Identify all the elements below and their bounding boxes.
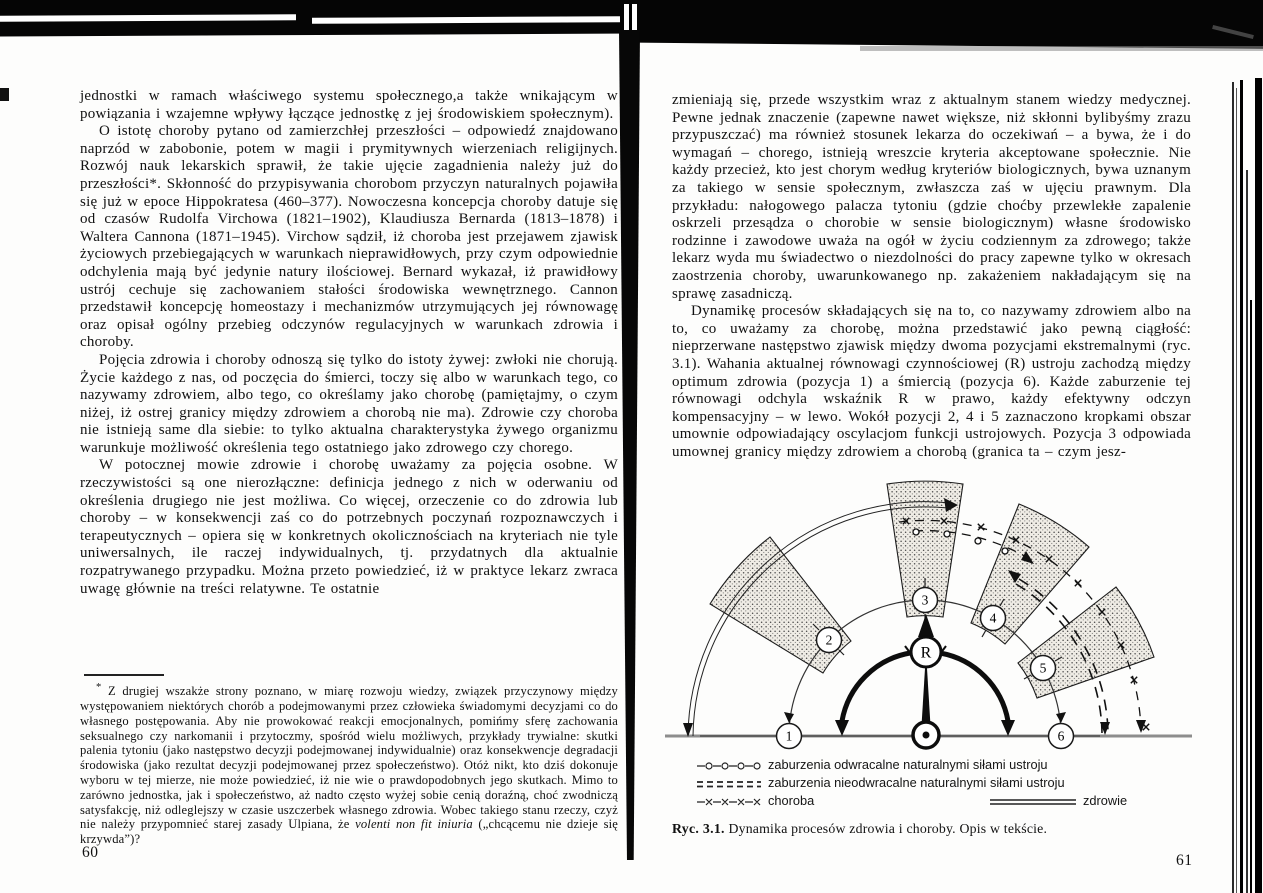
footnote-text: Z drugiej wszakże strony poznano, w miarę rozwoju wiedzy, związek przyczynowy między występowaniem niektórych chorób a podejmowanymi przez człowieka świadomymi decyzjami co do własnego postępowania. Aby nie prowokować reakcji emocjonalnych, pomińmy sferę zachowania seksualnego czy narkomanii i przytoczmy, spośród wielu możliwych, przykłady trywialne: skutki palenia tytoniu (jako następstwo decyzji podejmowanej indywidualnie) oraz konsekwencje degradacji środowiska (jako rezultat decyzji podejmowanej przez społeczeństwo). Otóż nikt, kto dziś dokonuje wyboru w tej mierze, nie może powiedzieć, iż nie wie o prawdopodobnych jego skutkach. Mimo to zarówno jednostka, jak i społeczeństwo, aż nadto często wyżej sobie cenią doraźną, choć zwodniczą satysfakcję, niż odleglejszy w czasie uszczerbek własnego zdrowia. Wobec takiego stanu rzeczy, czyż nie należy przypomnieć starej zasady Ulpiana, że	[80, 684, 618, 832]
node-3: 3	[921, 592, 929, 608]
page-number-60: 60	[82, 844, 99, 861]
legend-row-irreversible	[697, 774, 1197, 792]
right-page-text-column	[672, 92, 1191, 461]
footnote-latin-phrase: volenti non fit iniuria	[355, 817, 473, 832]
legend-row-health	[990, 792, 1127, 811]
paragraph: W potocznej mowie zdrowie i chorobę uważamy za pojęcia osobne. W rzeczywistości są one nierozłączne: definicja jednego z nich w oderwaniu od określenia drugiego nie jest możliwa. Co więcej, orzeczenie co do zdrowia lub choroby – w konsekwencji zaś co do potrzebnych poczynań rozpoznawczych i terapeutycznych – opiera się w konkretnych okolicznościach na kryteriach nie tyle uniwersalnych, ile raczej indywidualnych, tj. przydatnych dla aktualnie rozpatrywanego przypadku. Można przeto powiedzieć, iż w praktyce lekarz zwraca uwagę głównie na treści relatywne. Te ostatnie	[80, 457, 618, 597]
page-edge-line	[1240, 80, 1243, 893]
figure-caption	[672, 821, 1192, 837]
page-edge-line	[1250, 300, 1252, 893]
legend-row-reversible	[697, 756, 1197, 774]
pivot-dot	[923, 732, 930, 739]
node-6: 6	[1057, 728, 1065, 744]
scan-top-band-right	[637, 0, 1263, 52]
footnote-text-end: („chcącemu nie dzieje się krzywda”)?	[80, 817, 619, 847]
o-dashed-line-icon	[697, 761, 761, 771]
book-spine-shadow	[619, 30, 640, 860]
figure-legend	[697, 756, 1197, 810]
footnote-marker: *	[96, 682, 102, 693]
pointer-r-label: R	[920, 644, 932, 662]
needle-arrowhead-up	[918, 614, 934, 637]
page-edge-line	[1236, 88, 1237, 893]
paragraph: Pojęcia zdrowia i choroby odnoszą się tylko do istoty żywej: zwłoki nie chorują. Życie każdego z nas, od poczęcia do śmierci, toczy się albo w warunkach tego, co nazywamy zdrowiem, albo tego, co określamy jako chorobę (pamiętajmy, o czym niżej, iż ostrej granicy między zdrowiem a chorobą nie ma). Zdrowie czy choroba nie istnieją same dla siebie: to tylko aktualna charakterystyka żywego organizmu warunkuje możliwość określenia tego ostatniego jako zdrowego czy chorego.	[80, 351, 618, 456]
page-edge-line	[1255, 78, 1262, 893]
arrowhead-down	[784, 712, 794, 723]
scan-artifact	[0, 88, 9, 101]
page-edge-line	[1246, 170, 1248, 893]
caption-text: Dynamika procesów zdrowia i choroby. Opis w tekście.	[724, 821, 1048, 836]
footnote-rule	[84, 674, 164, 676]
arrowhead-down	[1001, 720, 1015, 736]
left-page-text-column	[80, 88, 618, 598]
page-number-61: 61	[1176, 852, 1193, 869]
footnote	[80, 681, 618, 847]
caption-number: Ryc. 3.1.	[672, 821, 725, 836]
paragraph: O istotę choroby pytano od zamierzchłej przeszłości – odpowiedź znajdowano naprzód w zabobonie, potem w magii i prymitywnych wierzeniach religijnych. Rozwój nauk lekarskich sprawił, że takie ujęcie zagadnienia należy już do przeszłości*. Skłonność do przypisywania chorobom przyczyn naturalnych pojawiła się już w epoce Hippokratesa (460–377). Nowoczesna koncepcja choroby datuje się od czasów Rudolfa Virchowa (1821–1902), Klaudiusza Bernarda (1813–1878) i Waltera Cannona (1871–1945). Virchow sądził, iż choroba jest przejawem zjawisk życiowych przebiegających w warunkach nieprawidłowych, przy czym odpowiednie odchylenia mają być jedynie natury ilościowej. Bernard wykazał, iż prawidłowy ustrój cechuje się zachowaniem stałości środowiska wewnętrznego. Cannon przedstawił koncepcję homeostazy i mechanizmów utrzymujących jej równowagę oraz opisał ogólny przebieg odczynów regulacyjnych w warunkach zdrowia i choroby.	[80, 123, 618, 351]
arrowhead-down	[835, 720, 849, 736]
legend-label: zaburzenia nieodwracalne naturalnymi siłami ustroju	[768, 775, 1065, 790]
paragraph: Dynamikę procesów składających się na to, co nazywamy zdrowiem albo na to, co uważamy za chorobę, można przedstawić jako pewną ciągłość: nieprzerwane następstwo zjawisk między dwoma pozycjami ekstremalnymi (ryc. 3.1). Wahania aktualnej równowagi czynnościowej (R) ustroju zachodzą między optimum zdrowia (pozycja 1) a śmiercią (pozycja 6). Każde zaburzenie tej równowagi odchyla wskaźnik R w prawo, każdy efektywny odczyn kompensacyjny – w lewo. Wokół pozycji 2, 4 i 5 zaznaczono kropkami obszar umownie odpowiadający oscylacjom funkcji ustrojowych. Pozycja 3 odpowiada umownej granicy między zdrowiem a chorobą (granica ta – czym jesz-	[672, 303, 1191, 460]
legend-row-disease	[697, 792, 1197, 810]
paragraph: zmieniają się, przede wszystkim wraz z aktualnym stanem wiedzy medycznej. Pewne jednak znaczenie (zapewne nawet większe, niż skłonni bylibyśmy zrazu przypuszczać) ma również stosunek lekarza do oczekiwań – a bywa, że i do wymagań – chorego, istnieją wreszcie kryteria akceptowane społecznie. Nie każdy przecież, kto jest chorym według kryteriów biologicznych, bywa uznanym za takiego w sensie społecznym, zwłaszcza zaś w ujęciu prawnym. Dla przykładu: nałogowego palacza tytoniu (gdzie choćby przewlekłe zapalenie oskrzeli przesądza o chorobie w sensie biologicznym) własne środowisko rodzinne i zawodowe uważa na ogół w życiu codziennym za zdrowego; także lekarz wyda mu świadectwo o niezdolności do pracy zapewne tylko w okresach zaostrzenia choroby, uwarunkowanego np. zakażeniem nakładającym się na sprawę zasadniczą.	[672, 92, 1191, 302]
legend-label: zdrowie	[1083, 793, 1128, 808]
page-edge-line	[1232, 82, 1234, 893]
double-dashed-line-icon	[697, 779, 761, 789]
node-1: 1	[785, 728, 793, 744]
arrowhead-down	[1136, 720, 1146, 733]
legend-label: zaburzenia odwracalne naturalnymi siłami ustroju	[768, 757, 1048, 772]
paragraph: jednostki w ramach właściwego systemu społecznego,a także wnikającym w powiązania i wzajemne wpływy łączące jednostkę z jej środowiskiem społecznym).	[80, 88, 618, 122]
figure-health-disease-diagram	[655, 478, 1200, 750]
node-5: 5	[1039, 660, 1047, 676]
node-4: 4	[989, 610, 997, 626]
node-2: 2	[825, 632, 833, 648]
scan-top-band-smear	[860, 46, 1263, 51]
legend-label: choroba	[768, 793, 815, 808]
double-solid-line-icon	[990, 797, 1076, 807]
arrowhead-down	[1056, 712, 1066, 723]
x-dashed-line-icon	[697, 797, 761, 807]
